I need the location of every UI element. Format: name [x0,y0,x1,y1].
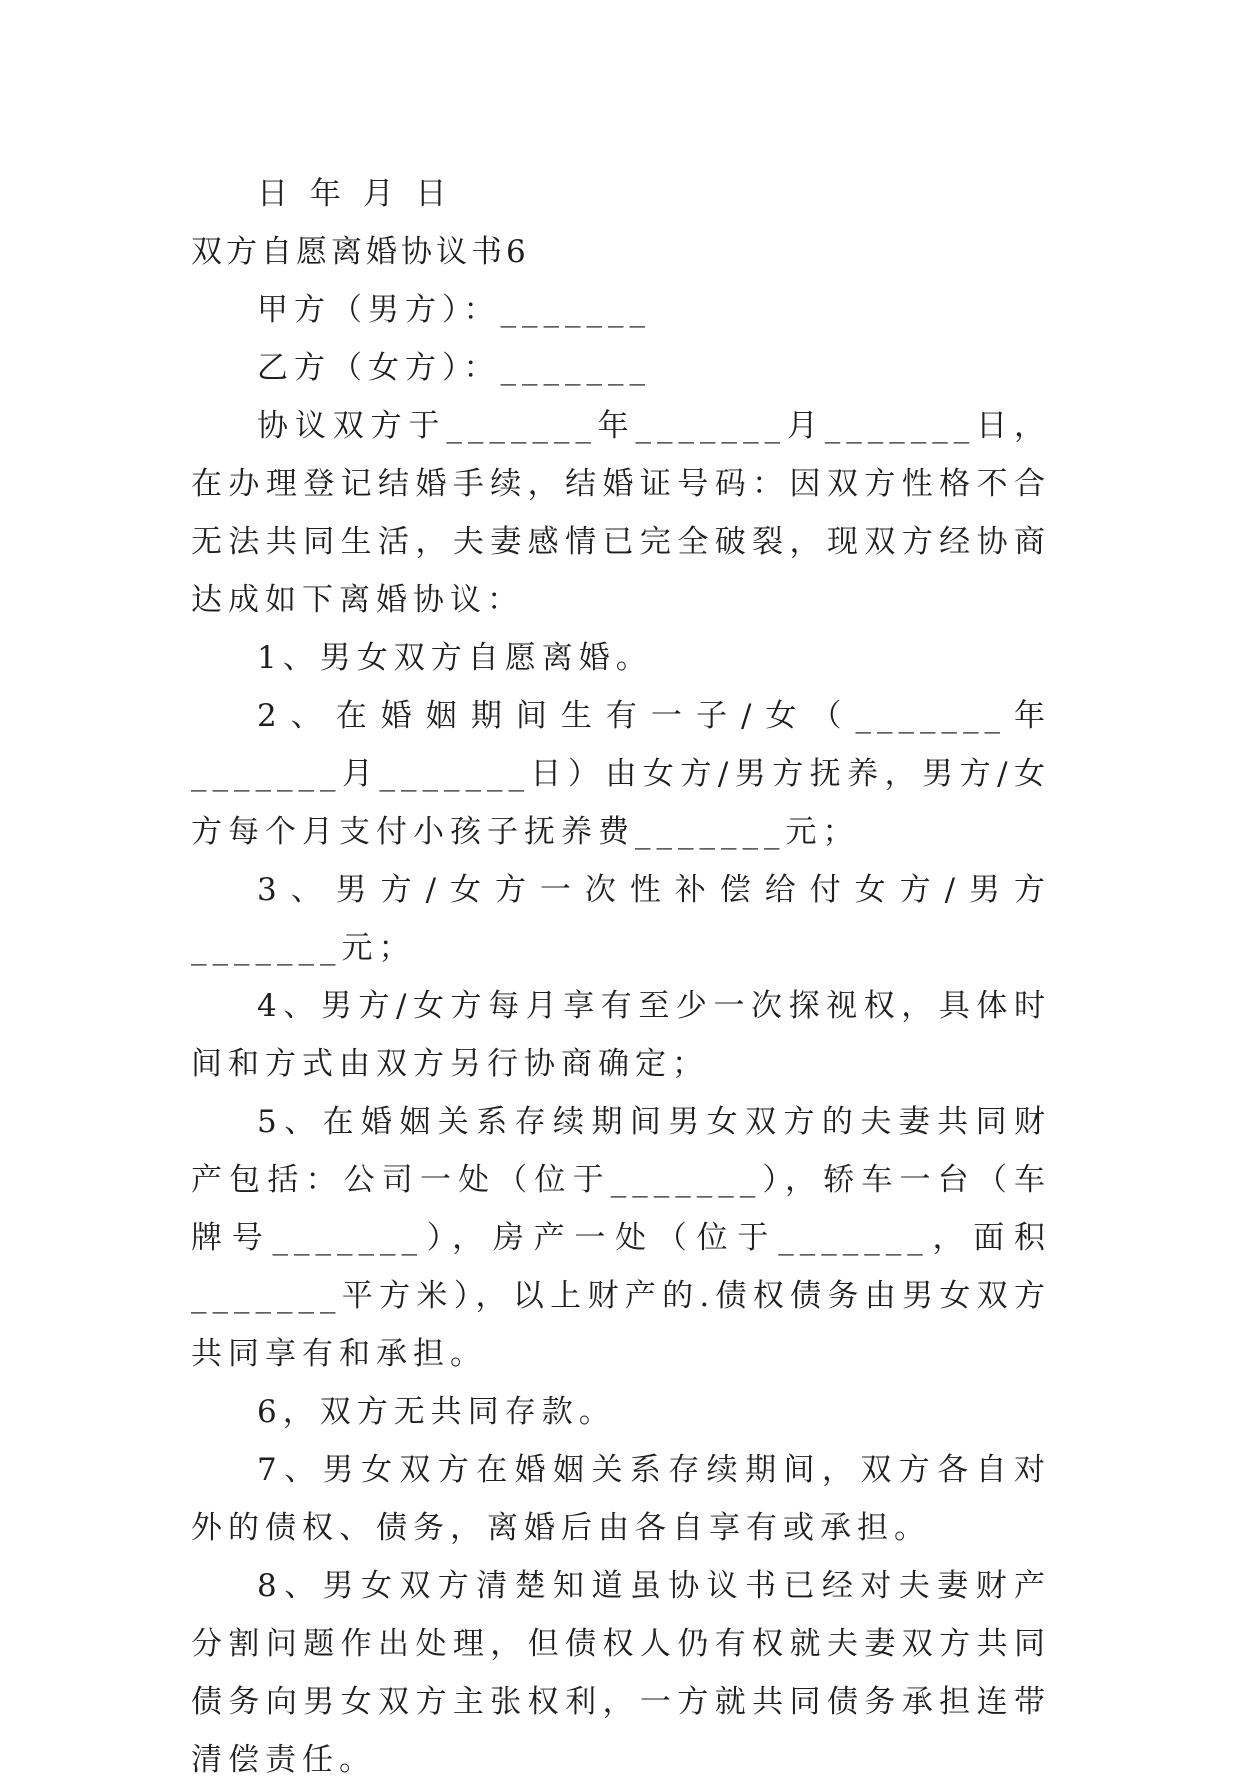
party-a-line: 甲方（男方）：_______ [257,292,651,328]
clause-8: 8、男女双方清楚知道虽协议书已经对夫妻财产分割问题作出处理，但债权人仍有权就夫妻双方共同债务向男女双方主张权利，一方就共同债务承担连带清偿责任。 [191,1568,1051,1778]
date-line: 日 年 月 日 [257,176,453,212]
document-body [191,165,1051,1789]
clause-1: 1、男女双方自愿离婚。 [257,640,653,676]
clause-2: 2、在婚姻期间生有一子/女（_______年_______月_______日）由女方/男方抚养，男方/女方每个月支付小孩子抚养费_______元； [191,698,1051,850]
clause-7: 7、男女双方在婚姻关系存续期间，双方各自对外的债权、债务，离婚后由各自享有或承担。 [191,1452,1051,1546]
clause-4: 4、男方/女方每月享有至少一次探视权，具体时间和方式由双方另行协商确定； [191,988,1051,1082]
clause-6: 6，双方无共同存款。 [257,1394,616,1430]
clause-5: 5、在婚姻关系存续期间男女双方的夫妻共同财产包括：公司一处（位于_______），轿车一台（车牌号_______），房产一处（位于_______，面积_______平方米），以上财产的.债权债务由男女双方共同享有和承担。 [191,1104,1051,1372]
intro-paragraph: 协议双方于_______年_______月_______日，在办理登记结婚手续，结婚证号码：因双方性格不合无法共同生活，夫妻感情已完全破裂，现双方经协商达成如下离婚协议： [191,408,1051,618]
clause-3: 3、男方/女方一次性补偿给付女方/男方_______元； [191,872,1051,966]
party-b-line: 乙方（女方）：_______ [257,350,651,386]
agreement-title: 双方自愿离婚协议书6 [191,234,530,270]
